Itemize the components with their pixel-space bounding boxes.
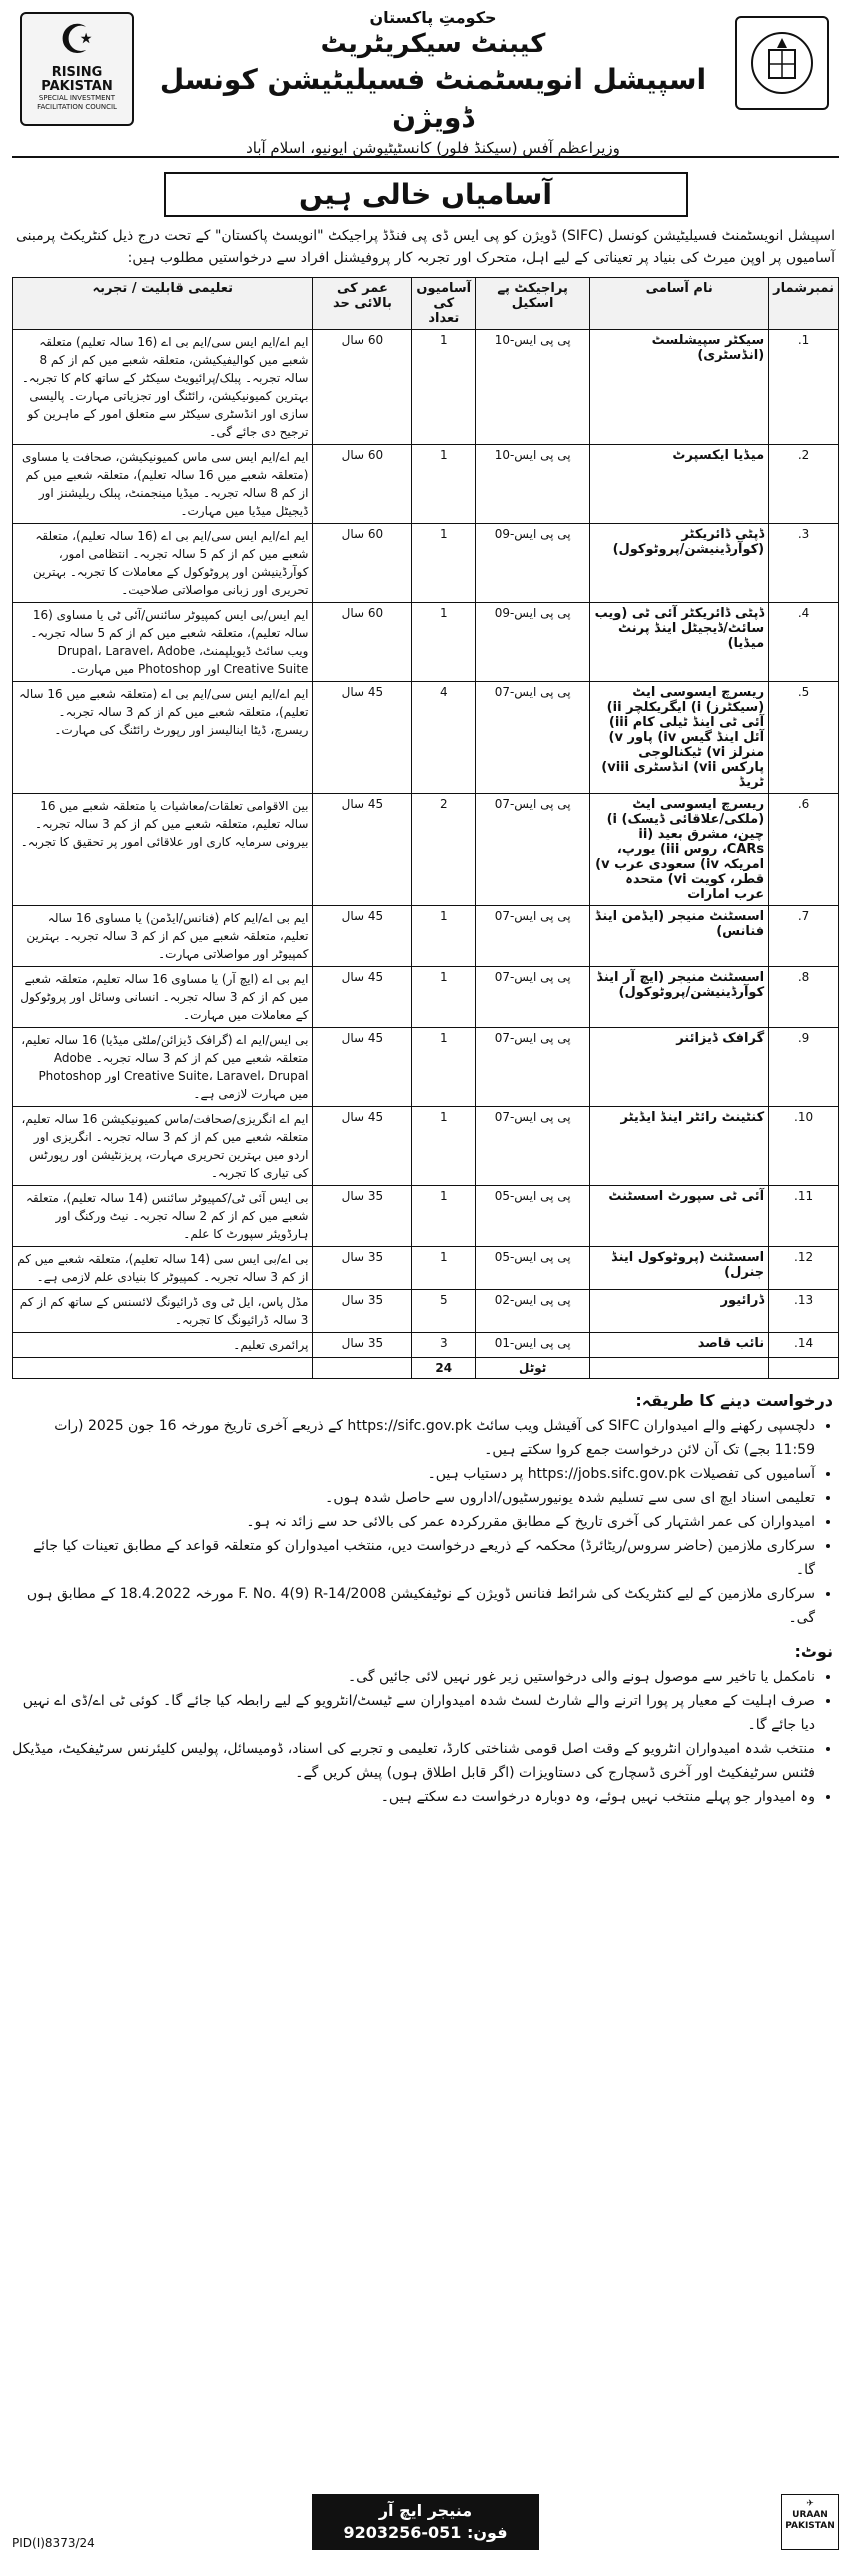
- row-number: 11.: [769, 1186, 839, 1247]
- contact-phone: فون: 051-9203256: [343, 2523, 508, 2542]
- note-item: • وہ امیدوار جو پہلے منتخب نہیں ہوئے، وہ دوبارہ درخواست دے سکتے ہیں۔: [12, 1785, 815, 1809]
- col-header-age: عمر کی بالائی حد: [313, 278, 412, 330]
- row-scale: پی پی ایس-05: [476, 1247, 590, 1290]
- intro-paragraph: اسپیشل انویسٹمنٹ فسیلیٹیشن کونسل (SIFC) ڈویژن کو پی ایس ڈی پی فنڈڈ پراجیکٹ "انویسٹ پاکستان" کے تحت درج ذیل کنٹریکٹ پرمبنی آسامیوں پر اوپن میرٹ کی بنیاد پر تعیناتی کے لیے اہل، متحرک اور تجربہ کار پروفیشنل افراد سے درخواستیں مطلوب ہیں:: [16, 228, 835, 266]
- vacancies-table: [12, 277, 839, 1379]
- footer: [12, 2494, 839, 2554]
- row-seats: 4: [412, 682, 476, 794]
- table-header-row: [13, 278, 839, 330]
- row-number: 5.: [769, 682, 839, 794]
- row-title: میڈیا ایکسپرٹ: [590, 445, 769, 524]
- row-age: 45 سال: [313, 1107, 412, 1186]
- table-row: [13, 1028, 839, 1107]
- row-qualification: ایم اے/ایم ایس سی/ایم بی اے (16 سالہ تعلیم)، متعلقہ شعبے میں کم از کم 5 سالہ تجربہ۔ انتظامی امور، کوآرڈینیشن اور پروٹوکول کے معاملات کا تجربہ۔ بہترین تحریری اور زبانی مواصلاتی صلاحیت۔: [13, 524, 313, 603]
- table-row: [13, 1333, 839, 1358]
- table-row: [13, 794, 839, 906]
- row-scale: پی پی ایس-07: [476, 906, 590, 967]
- apply-instruction: • امیدواران کی عمر اشتہار کی آخری تاریخ کے مطابق مقررکردہ عمر کی بالائی حد سے زائد نہ ہو۔: [12, 1510, 815, 1534]
- row-seats: 1: [412, 330, 476, 445]
- total-value: 24: [412, 1358, 476, 1379]
- table-row: [13, 445, 839, 524]
- row-scale: پی پی ایس-10: [476, 330, 590, 445]
- address: وزیراعظم آفس (سیکنڈ فلور) کانسٹیٹیوشن ایونیو، اسلام آباد: [246, 139, 620, 157]
- row-qualification: بی ایس/ایم اے (گرافک ڈیزائن/ملٹی میڈیا) 16 سالہ تعلیم، متعلقہ شعبے میں کم از کم 3 سالہ تجربہ۔ Adobe Creative Suite، Laravel، Drupal اور Photoshop میں مہارت لازمی ہے۔: [13, 1028, 313, 1107]
- row-title: اسسٹنٹ منیجر (ایچ آر اینڈ کوآرڈینیشن/پروٹوکول): [590, 967, 769, 1028]
- header-text: [142, 6, 724, 157]
- row-seats: 1: [412, 603, 476, 682]
- row-age: 60 سال: [313, 445, 412, 524]
- row-scale: پی پی ایس-10: [476, 445, 590, 524]
- col-header-no: نمبرشمار: [769, 278, 839, 330]
- row-age: 45 سال: [313, 906, 412, 967]
- row-seats: 1: [412, 1247, 476, 1290]
- row-qualification: ایم اے/ایم ایس سی/ایم بی اے (16 سالہ تعلیم) متعلقہ شعبے میں کوالیفیکیشن، متعلقہ شعبے میں کم از کم 8 سالہ تجربہ۔ پبلک/پرائیویٹ سیکٹر کے ساتھ کام کا تجربہ۔ بہترین کمیونیکیشن، رائٹنگ اور تجزیاتی مہارت۔ پالیسی سازی اور انڈسٹری سیکٹر سے متعلق امور کے ماہرین کو ترجیح دی جائے گی۔: [13, 330, 313, 445]
- uraan-pakistan-logo: ✈ URAAN PAKISTAN: [781, 2494, 839, 2550]
- row-seats: 1: [412, 524, 476, 603]
- row-number: 7.: [769, 906, 839, 967]
- row-qualification: مڈل پاس، ایل ٹی وی ڈرائیونگ لائسنس کے ساتھ کم از کم 3 سالہ ڈرائیونگ کا تجربہ۔: [13, 1290, 313, 1333]
- cabinet-title: کیبنٹ سیکریٹریٹ: [320, 29, 546, 59]
- row-age: 45 سال: [313, 682, 412, 794]
- header: [12, 6, 839, 158]
- row-title: ڈپٹی ڈائریکٹر (کوآرڈینیشن/پروٹوکول): [590, 524, 769, 603]
- table-row: [13, 603, 839, 682]
- row-scale: پی پی ایس-07: [476, 794, 590, 906]
- row-number: 4.: [769, 603, 839, 682]
- row-age: 35 سال: [313, 1186, 412, 1247]
- row-title: گرافک ڈیزائنر: [590, 1028, 769, 1107]
- contact-box: [312, 2494, 539, 2550]
- table-row: [13, 1247, 839, 1290]
- row-qualification: بی ایس آئی ٹی/کمپیوٹر سائنس (14 سالہ تعلیم)، متعلقہ شعبے میں کم از کم 2 سالہ تجربہ۔ نیٹ ورکنگ اور ہارڈویئر سپورٹ کا علم۔: [13, 1186, 313, 1247]
- table-row: [13, 967, 839, 1028]
- row-seats: 1: [412, 1107, 476, 1186]
- row-age: 35 سال: [313, 1247, 412, 1290]
- row-seats: 2: [412, 794, 476, 906]
- row-qualification: پرائمری تعلیم۔: [13, 1333, 313, 1358]
- row-title: نائب قاصد: [590, 1333, 769, 1358]
- table-row: [13, 906, 839, 967]
- row-title: ریسرچ ایسوسی ایٹ (ملکی/علاقائی ڈیسک) i) چین، مشرق بعید ii) CARs، روس iii) یورپ، امریکہ iv) سعودی عرب v) قطر، کویت vi) متحدہ عرب امارات: [590, 794, 769, 906]
- row-title: ڈرائیور: [590, 1290, 769, 1333]
- notes-list: [12, 1665, 839, 1809]
- row-number: 13.: [769, 1290, 839, 1333]
- table-row: [13, 524, 839, 603]
- note-item: • صرف اہلیت کے معیار پر پورا اترنے والے شارٹ لسٹ شدہ امیدواران سے ٹیسٹ/انٹرویو کے لیے رابطہ کیا جائے گا۔ کوئی ٹی اے/ڈی اے نہیں دیا جائے گا۔: [12, 1689, 815, 1737]
- row-number: 2.: [769, 445, 839, 524]
- row-title: اسسٹنٹ (پروٹوکول اینڈ جنرل): [590, 1247, 769, 1290]
- how-to-apply-heading: درخواست دینے کا طریقہ:: [635, 1391, 833, 1410]
- row-age: 35 سال: [313, 1290, 412, 1333]
- pid-code: PID(I)8373/24: [12, 2536, 95, 2550]
- note-item: • نامکمل یا تاخیر سے موصول ہونے والی درخواستیں زیر غور نہیں لائی جائیں گی۔: [12, 1665, 815, 1689]
- col-header-seats: آسامیوں کی تعداد: [412, 278, 476, 330]
- note-heading: نوٹ:: [794, 1642, 833, 1661]
- how-to-apply-list: [12, 1414, 839, 1630]
- row-number: 14.: [769, 1333, 839, 1358]
- row-scale: پی پی ایس-07: [476, 682, 590, 794]
- row-qualification: بی اے/بی ایس سی (14 سالہ تعلیم)، متعلقہ شعبے میں کم از کم 3 سالہ تجربہ۔ کمپیوٹر کا بنیادی علم لازمی ہے۔: [13, 1247, 313, 1290]
- row-seats: 1: [412, 1028, 476, 1107]
- row-number: 3.: [769, 524, 839, 603]
- row-seats: 5: [412, 1290, 476, 1333]
- row-scale: پی پی ایس-09: [476, 524, 590, 603]
- row-title: ڈپٹی ڈائریکٹر آئی ٹی (ویب سائٹ/ڈیجیٹل اینڈ پرنٹ میڈیا): [590, 603, 769, 682]
- row-age: 35 سال: [313, 1333, 412, 1358]
- row-qualification: ایم بی اے (ایچ آر) یا مساوی 16 سالہ تعلیم، متعلقہ شعبے میں کم از کم 3 سالہ تجربہ۔ انسانی وسائل اور پروٹوکول کے معاملات میں مہارت۔: [13, 967, 313, 1028]
- row-age: 60 سال: [313, 524, 412, 603]
- row-seats: 1: [412, 967, 476, 1028]
- row-title: کنٹینٹ رائٹر اینڈ ایڈیٹر: [590, 1107, 769, 1186]
- row-scale: پی پی ایس-07: [476, 967, 590, 1028]
- table-row: [13, 1107, 839, 1186]
- page-title: آسامیاں خالی ہیں: [164, 172, 688, 217]
- apply-instruction: • دلچسپی رکھنے والے امیدواران SIFC کی آفیشل ویب سائٹ https://sifc.gov.pk کے ذریعے آخری تاریخ مورخہ 16 جون 2025 (رات 11:59 بجے) تک آن لائن درخواست جمع کروا سکتے ہیں۔: [12, 1414, 815, 1462]
- govt-emblem-icon: [735, 16, 829, 110]
- row-seats: 1: [412, 906, 476, 967]
- table-row: [13, 682, 839, 794]
- row-number: 9.: [769, 1028, 839, 1107]
- col-header-scale: پراجیکٹ پے اسکیل: [476, 278, 590, 330]
- row-number: 8.: [769, 967, 839, 1028]
- row-title: آئی ٹی سپورٹ اسسٹنٹ: [590, 1186, 769, 1247]
- table-row: [13, 1186, 839, 1247]
- rising-pakistan-logo: ☪ RISING PAKISTAN SPECIAL INVESTMENT FACILITATION COUNCIL: [20, 12, 134, 126]
- row-age: 60 سال: [313, 603, 412, 682]
- row-scale: پی پی ایس-05: [476, 1186, 590, 1247]
- row-seats: 1: [412, 1186, 476, 1247]
- row-title: اسسٹنٹ منیجر (ایڈمن اینڈ فنانس): [590, 906, 769, 967]
- note-item: • منتخب شدہ امیدواران انٹرویو کے وقت اصل قومی شناختی کارڈ، تعلیمی و تجربے کی اسناد، ڈومیسائل، پولیس کلیئرنس سرٹیفکیٹ، میڈیکل فٹنس سرٹیفکیٹ اور آخری ڈسچارج کی دستاویزات (اگر قابل اطلاق ہوں) پیش کریں گے۔: [12, 1737, 815, 1785]
- col-header-qualification: تعلیمی قابلیت / تجربہ: [13, 278, 313, 330]
- row-title: ریسرچ ایسوسی ایٹ (سیکٹرز) i) ایگریکلچر ii) آئی ٹی اینڈ ٹیلی کام iii) آئل اینڈ گیس iv) پاور v) منرلز vi) ٹیکنالوجی پارکس vii) انڈسٹری viii) ٹریڈ: [590, 682, 769, 794]
- row-qualification: بین الاقوامی تعلقات/معاشیات یا متعلقہ شعبے میں 16 سالہ تعلیم، متعلقہ شعبے میں کم از کم 3 سالہ تجربہ۔ بیرونی سرمایہ کاری اور علاقائی امور پر تحقیق کا تجربہ۔: [13, 794, 313, 906]
- col-header-title: نام آسامی: [590, 278, 769, 330]
- apply-instruction: • سرکاری ملازمین (حاضر سروس/ریٹائرڈ) محکمہ کے ذریعے درخواست دیں، منتخب امیدواران کو متعلقہ قواعد کے مطابق تعینات کیا جائے گا۔: [12, 1534, 815, 1582]
- table-row: [13, 330, 839, 445]
- apply-instruction: • تعلیمی اسناد ایچ ای سی سے تسلیم شدہ یونیورسٹیوں/اداروں سے حاصل شدہ ہوں۔: [12, 1486, 815, 1510]
- row-qualification: ایم اے/ایم ایس سی ماس کمیونیکیشن، صحافت یا مساوی (متعلقہ شعبے میں 16 سالہ تعلیم)، متعلقہ شعبے میں کم از کم 8 سالہ تجربہ۔ میڈیا مینجمنٹ، پبلک ریلیشنز اور ڈیجیٹل میڈیا میں مہارت۔: [13, 445, 313, 524]
- row-scale: پی پی ایس-07: [476, 1028, 590, 1107]
- row-age: 60 سال: [313, 330, 412, 445]
- row-age: 45 سال: [313, 967, 412, 1028]
- row-seats: 3: [412, 1333, 476, 1358]
- row-seats: 1: [412, 445, 476, 524]
- row-qualification: ایم بی اے/ایم کام (فنانس/ایڈمن) یا مساوی 16 سالہ تعلیم، متعلقہ شعبے میں کم از کم 3 سالہ تجربہ۔ بہترین کمپیوٹر اور مواصلاتی مہارت۔: [13, 906, 313, 967]
- row-number: 12.: [769, 1247, 839, 1290]
- row-qualification: ایم اے/ایم ایس سی/ایم بی اے (متعلقہ شعبے میں 16 سالہ تعلیم)، متعلقہ شعبے میں کم از کم 3 سالہ تجربہ۔ ریسرچ، ڈیٹا اینالیسز اور رپورٹ رائٹنگ کی مہارت۔: [13, 682, 313, 794]
- row-number: 10.: [769, 1107, 839, 1186]
- row-qualification: ایم اے انگریزی/صحافت/ماس کمیونیکیشن 16 سالہ تعلیم، متعلقہ شعبے میں کم از کم 3 سالہ تجربہ۔ انگریزی اور اردو میں بہترین تحریری مہارت، پریزنٹیشن اور رپورٹس کی تیاری کا تجربہ۔: [13, 1107, 313, 1186]
- row-age: 45 سال: [313, 1028, 412, 1107]
- total-row: [13, 1358, 839, 1379]
- row-scale: پی پی ایس-07: [476, 1107, 590, 1186]
- row-qualification: ایم ایس/بی ایس کمپیوٹر سائنس/آئی ٹی یا مساوی (16 سالہ تعلیم)، متعلقہ شعبے میں کم از کم 5 سالہ تجربہ۔ ویب سائٹ ڈیویلپمنٹ، Drupal، Laravel، Adobe Creative Suite اور Photoshop میں مہارت۔: [13, 603, 313, 682]
- crescent-star-icon: ☪: [59, 17, 95, 63]
- total-label: ٹوٹل: [476, 1358, 590, 1379]
- contact-title: منیجر ایچ آر: [378, 2501, 473, 2520]
- uraan-icon: ✈: [806, 2499, 814, 2509]
- row-age: 45 سال: [313, 794, 412, 906]
- row-title: سیکٹر سپیشلسٹ (انڈسٹری): [590, 330, 769, 445]
- row-number: 1.: [769, 330, 839, 445]
- apply-instruction: • سرکاری ملازمین کے لیے کنٹریکٹ کی شرائط فنانس ڈویژن کے نوٹیفکیشن F. No. 4(9) R-14/2008 مورخہ 18.4.2022 کے مطابق ہوں گی۔: [12, 1582, 815, 1630]
- table-row: [13, 1290, 839, 1333]
- row-scale: پی پی ایس-01: [476, 1333, 590, 1358]
- sifc-title: اسپیشل انویسٹمنٹ فسیلیٹیشن کونسل ڈویژن: [159, 63, 707, 134]
- row-scale: پی پی ایس-02: [476, 1290, 590, 1333]
- row-scale: پی پی ایس-09: [476, 603, 590, 682]
- row-number: 6.: [769, 794, 839, 906]
- govt-label: حکومتِ پاکستان: [369, 8, 497, 27]
- apply-instruction: • آسامیوں کی تفصیلات https://jobs.sifc.gov.pk پر دستیاب ہیں۔: [12, 1462, 815, 1486]
